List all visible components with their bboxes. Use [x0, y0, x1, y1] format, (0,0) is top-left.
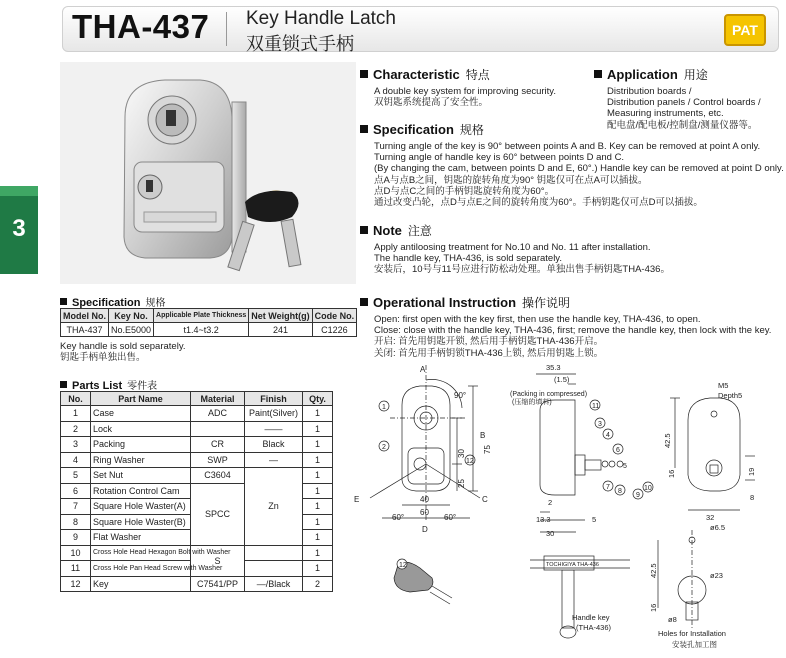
parts-col-material: Material	[191, 392, 245, 406]
table-row: 3 Packing CR Black 1	[61, 437, 333, 453]
application-text: Distribution boards / Distribution panels / Control boards / Measuring instruments, etc. 配电盘/配电板/控制盘/测量仪器等。	[607, 86, 761, 131]
parts-col-finish: Finish	[245, 392, 303, 406]
holes-label-cn: 安装孔加工图	[672, 640, 717, 649]
dim-13-3: 13.3	[536, 515, 551, 524]
dim-6-5: ø6.5	[710, 523, 726, 532]
title-divider	[226, 12, 227, 46]
dim-16: 16	[667, 469, 676, 478]
label-point-a: A	[420, 365, 426, 374]
callout-9: 9	[636, 492, 640, 499]
spec-col-model: Model No.	[61, 309, 109, 323]
dim-40: 40	[420, 495, 429, 504]
dim-23: ø23	[710, 571, 723, 580]
spec-row: THA-437 No.E5000 t1.4~t3.2 241 C1226	[61, 323, 357, 337]
dim-angle-90: 90°	[454, 391, 467, 400]
product-photo	[60, 62, 356, 284]
callout-11: 11	[592, 403, 600, 410]
table-row: 4 Ring Washer SWP — 1	[61, 452, 333, 468]
callout-6: 6	[616, 447, 620, 454]
callout-12b: 12	[399, 562, 407, 569]
specification-text: Turning angle of the key is 90° between points A and B. Key can be removed at point A only. Turning angle of handle key is 60° between points D and C. (By changing the cam, between points D and E, 60°.) Handle key can be removed at point D only. 点A与点B之间，钥匙的旋转角度为90° 钥匙仅可在点A可以插拔。 点D与点C之间的手柄钥匙旋转角度为60°。 通过改变凸轮，点D与点E之间的旋转角度为60°。手柄钥匙仅可点D可以插拔。	[374, 141, 784, 209]
spec-table-notes: Key handle is sold separately. 钥匙手柄单独出售。	[60, 341, 186, 364]
packing-note-cn: (压缩的填料)	[512, 399, 552, 406]
spec-col-thickness: Applicable Plate Thickness	[154, 309, 249, 323]
holes-label: Holes for Installation	[658, 629, 726, 638]
callout-12a: 12	[466, 458, 474, 465]
handle-key-badge: TOCHIGIYA THA-436	[546, 562, 599, 568]
label-point-b: B	[480, 431, 486, 440]
packing-note: (Packing in compressed)	[510, 391, 588, 398]
callout-7: 7	[606, 484, 610, 491]
dim-8: 8	[750, 493, 755, 502]
dim-5: 5	[592, 515, 597, 524]
spec-table	[60, 308, 357, 337]
table-row: 11 Cross Hole Pan Head Screw with Washer 1	[61, 561, 333, 577]
callout-5: 5	[623, 463, 627, 470]
spec-table-heading: Specification 规格	[60, 294, 165, 309]
callout-4: 4	[606, 432, 610, 439]
table-row: 9 Flat Washer 1	[61, 530, 333, 546]
label-point-e: E	[354, 495, 360, 504]
dim-30b: 30	[546, 529, 555, 538]
spec-col-weight: Net Weight(g)	[249, 309, 312, 323]
note-text: Apply antiloosing treatment for No.10 and No. 11 after installation. The handle key, THA-436, is sold separately. 安装后，10号与11号应进行防松动处理。单独出售手柄钥匙THA-436。	[374, 242, 670, 276]
dim-75: 75	[483, 445, 492, 454]
dim-30: 30	[457, 449, 466, 458]
table-row: 1 Case ADC Paint(Silver) 1	[61, 406, 333, 422]
spec-col-code: Code No.	[312, 309, 357, 323]
callout-8: 8	[618, 488, 622, 495]
chapter-number: 3	[12, 215, 26, 242]
characteristic-text: A double key system for improving security. 双钥匙系统提高了安全性。	[374, 86, 556, 109]
handle-key-label: Handle key	[572, 613, 610, 622]
handle-key-model: (THA-436)	[576, 623, 612, 632]
dim-16b: 16	[649, 603, 658, 612]
label-point-c: C	[482, 495, 488, 504]
patent-badge: PAT	[724, 14, 766, 46]
dim-1-5: (1.5)	[554, 375, 570, 384]
dim-19: 19	[747, 467, 756, 476]
dim-32: 32	[706, 513, 715, 522]
parts-table	[60, 391, 333, 592]
dim-angle-60-right: 60°	[444, 513, 457, 522]
dim-42-5: 42.5	[663, 433, 672, 448]
label-point-d: D	[422, 525, 428, 534]
table-row: 6 Rotation Control Cam SPCC 1	[61, 483, 333, 499]
dim-m5: M5	[718, 381, 729, 390]
model-number: THA-437	[72, 8, 210, 45]
parts-col-name: Part Name	[91, 392, 191, 406]
dim-depth5: Depth5	[718, 391, 743, 400]
dim-angle-60-left: 60°	[392, 513, 405, 522]
mounting-holes-drawing	[658, 530, 706, 630]
table-row: 12 Key C7541/PP —/Black 2	[61, 576, 333, 592]
parts-list-heading: Parts List 零件表	[60, 377, 157, 392]
dim-8b: ø8	[668, 615, 677, 624]
dim-2: 2	[548, 498, 553, 507]
dim-60: 60	[420, 508, 429, 517]
note-heading: Note 注意	[360, 222, 432, 239]
callout-3: 3	[598, 421, 602, 428]
product-title-cn: 双重锁式手柄	[246, 34, 354, 54]
product-title-en: Key Handle Latch	[246, 8, 396, 29]
parts-col-qty: Qty.	[303, 392, 333, 406]
spec-col-key: Key No.	[109, 309, 154, 323]
table-row: 8 Square Hole Waster(B) 1	[61, 514, 333, 530]
operational-heading: Operational Instruction 操作说明	[360, 294, 570, 311]
dim-25: 25	[457, 479, 466, 488]
technical-drawings	[340, 360, 786, 653]
table-row: 5 Set Nut C3604 Zn 1	[61, 468, 333, 484]
table-row: 10 Cross Hole Head Hexagon Bolt with Washer S 1	[61, 545, 333, 561]
back-view-drawing	[670, 398, 755, 510]
dim-35-3: 35.3	[546, 363, 561, 372]
callout-10: 10	[644, 485, 652, 492]
chapter-tab-accent	[0, 186, 38, 196]
specification-heading: Specification 规格	[360, 121, 484, 138]
application-heading: Application 用途	[594, 66, 708, 83]
dim-42-5b: 42.5	[649, 563, 658, 578]
table-row: 2 Lock —— 1	[61, 421, 333, 437]
callout-2: 2	[382, 444, 386, 451]
parts-col-no: No.	[61, 392, 91, 406]
table-row: 7 Square Hole Waster(A) 1	[61, 499, 333, 515]
callout-1: 1	[382, 404, 386, 411]
operational-text: Open: first open with the key first, then use the handle key, THA-436, to open. Close: close with the handle key, THA-436, first; remove the handle key, then lock with the key. 开启: 首先用钥匙开锁, 然后用手柄钥匙THA-436开启。 关闭: 首先用手柄钥锁THA-436上锁, 然后用钥匙上锁。	[374, 314, 772, 359]
characteristic-heading: Characteristic 特点	[360, 66, 490, 83]
